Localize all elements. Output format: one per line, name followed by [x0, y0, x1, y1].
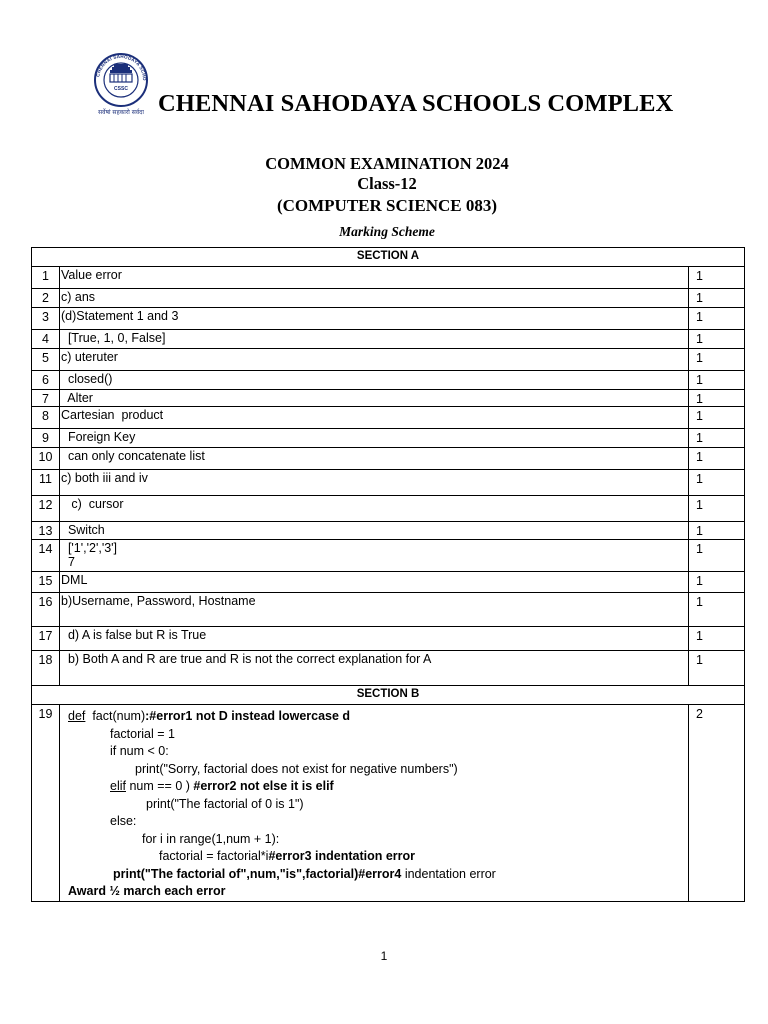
- organization-name: CHENNAI SAHODAYA SCHOOLS COMPLEX: [158, 90, 674, 117]
- answer-row: [32, 593, 745, 627]
- answer-text: (d)Statement 1 and 3: [60, 308, 689, 330]
- svg-text:CSSC: CSSC: [114, 86, 128, 92]
- answer-text: DML: [60, 572, 689, 593]
- code-line: [60, 761, 688, 779]
- answer-code-block: [60, 705, 689, 902]
- school-complex-logo: [86, 52, 156, 118]
- answer-text: Foreign Key: [60, 429, 689, 448]
- code-fragment: Award ½ march each error: [68, 884, 226, 898]
- question-number: 12: [32, 496, 60, 522]
- answer-row: [32, 308, 745, 330]
- marks-value: 1: [689, 627, 745, 651]
- answer-row: [32, 407, 745, 429]
- answer-row: [32, 371, 745, 390]
- answer-text: closed(): [60, 371, 689, 390]
- answer-text: Alter: [60, 390, 689, 407]
- code-fragment: def: [68, 709, 86, 723]
- code-fragment: else:: [110, 814, 137, 828]
- code-fragment: num == 0 ): [125, 779, 194, 793]
- code-fragment: print("The factorial of",num,"is",factorial)#error4: [113, 866, 402, 881]
- answer-row: [32, 429, 745, 448]
- question-number: 19: [32, 705, 60, 902]
- code-line: [60, 778, 688, 796]
- question-number: 16: [32, 593, 60, 627]
- code-fragment: if num < 0:: [110, 744, 169, 758]
- marks-value: 2: [689, 705, 745, 902]
- answer-row: [32, 627, 745, 651]
- marks-value: 1: [689, 429, 745, 448]
- answer-row: [32, 572, 745, 593]
- answer-row: [32, 289, 745, 308]
- marks-value: 1: [689, 593, 745, 627]
- section-b-header-row: [32, 686, 745, 705]
- code-fragment: factorial = 1: [110, 726, 175, 741]
- answer-text: [True, 1, 0, False]: [60, 330, 689, 349]
- code-fragment: :#error1 not D instead lowercase d: [145, 709, 351, 723]
- marks-value: 1: [689, 371, 745, 390]
- code-line: [60, 883, 688, 901]
- marks-value: 1: [689, 522, 745, 540]
- marks-value: 1: [689, 496, 745, 522]
- question-number: 4: [32, 330, 60, 349]
- answer-row-q19: [32, 705, 745, 902]
- code-line: [60, 831, 688, 849]
- marks-value: 1: [689, 289, 745, 308]
- answer-text: d) A is false but R is True: [60, 627, 689, 651]
- code-fragment: #error2 not else it is elif: [193, 779, 334, 793]
- code-fragment: indentation error: [401, 866, 496, 881]
- code-line: [60, 848, 688, 866]
- svg-text:सर्वेषां सहकारो सर्वदा: सर्वेषां सहकारो सर्वदा: [98, 109, 144, 116]
- answer-text: c) cursor: [60, 496, 689, 522]
- answer-text: c) both iii and iv: [60, 470, 689, 496]
- question-number: 15: [32, 572, 60, 593]
- code-line: [60, 866, 688, 884]
- marks-value: 1: [689, 407, 745, 429]
- answer-text: Cartesian product: [60, 407, 689, 429]
- marks-value: 1: [689, 470, 745, 496]
- marks-value: 1: [689, 540, 745, 572]
- marks-value: 1: [689, 349, 745, 371]
- question-number: 7: [32, 390, 60, 407]
- code-line: [60, 796, 688, 814]
- exam-class: Class-12: [357, 174, 417, 193]
- question-number: 9: [32, 429, 60, 448]
- question-number: 2: [32, 289, 60, 308]
- question-number: 8: [32, 407, 60, 429]
- answer-text: Switch: [60, 522, 689, 540]
- page-number: 1: [380, 949, 388, 963]
- question-number: 5: [32, 349, 60, 371]
- code-line: [60, 708, 688, 726]
- question-number: 10: [32, 448, 60, 470]
- code-fragment: for i in range(1,num + 1):: [142, 831, 280, 846]
- answer-text: b) Both A and R are true and R is not the correct explanation for A: [60, 651, 689, 686]
- marks-value: 1: [689, 448, 745, 470]
- document-type: Marking Scheme: [339, 224, 435, 239]
- marks-value: 1: [689, 651, 745, 686]
- code-line: [60, 726, 688, 744]
- code-fragment: #error3 indentation error: [268, 849, 416, 863]
- question-number: 6: [32, 371, 60, 390]
- answer-text: b)Username, Password, Hostname: [60, 593, 689, 627]
- code-line: [60, 743, 688, 761]
- answer-row: [32, 540, 745, 572]
- code-fragment: elif: [110, 779, 126, 793]
- answer-text: ['1','2','3'] 7: [60, 540, 689, 572]
- answer-row: [32, 267, 745, 289]
- answer-row: [32, 448, 745, 470]
- question-number: 18: [32, 651, 60, 686]
- answer-text: can only concatenate list: [60, 448, 689, 470]
- section-a-heading: SECTION A: [32, 248, 745, 267]
- answer-row: [32, 522, 745, 540]
- answer-row: [32, 349, 745, 371]
- code-line: [60, 813, 688, 831]
- question-number: 3: [32, 308, 60, 330]
- exam-title: COMMON EXAMINATION 2024: [265, 154, 509, 173]
- answer-text: c) ans: [60, 289, 689, 308]
- answer-text: Value error: [60, 267, 689, 289]
- answer-row: [32, 651, 745, 686]
- code-fragment: factorial = factorial*i: [159, 849, 269, 863]
- answer-row: [32, 496, 745, 522]
- marks-value: 1: [689, 572, 745, 593]
- section-a-header-row: [32, 248, 745, 267]
- svg-text:CHENNAI SAHODAYA SCHOOLS COMPL: CHENNAI SAHODAYA SCHO: [95, 53, 148, 81]
- question-number: 14: [32, 540, 60, 572]
- code-fragment: print("The factorial of 0 is 1"): [146, 796, 304, 811]
- marks-value: 1: [689, 308, 745, 330]
- marks-value: 1: [689, 390, 745, 407]
- document-header: [0, 0, 768, 130]
- code-fragment: print("Sorry, factorial does not exist for negative numbers"): [135, 761, 458, 776]
- exam-subject: (COMPUTER SCIENCE 083): [276, 196, 498, 215]
- question-number: 1: [32, 267, 60, 289]
- answer-row: [32, 330, 745, 349]
- question-number: 11: [32, 470, 60, 496]
- section-b-heading: SECTION B: [32, 686, 745, 705]
- answer-text: c) uteruter: [60, 349, 689, 371]
- answer-row: [32, 390, 745, 407]
- code-fragment: fact(num): [85, 709, 146, 723]
- question-number: 13: [32, 522, 60, 540]
- answer-row: [32, 470, 745, 496]
- question-number: 17: [32, 627, 60, 651]
- marking-scheme-table: [31, 247, 745, 902]
- marks-value: 1: [689, 267, 745, 289]
- marks-value: 1: [689, 330, 745, 349]
